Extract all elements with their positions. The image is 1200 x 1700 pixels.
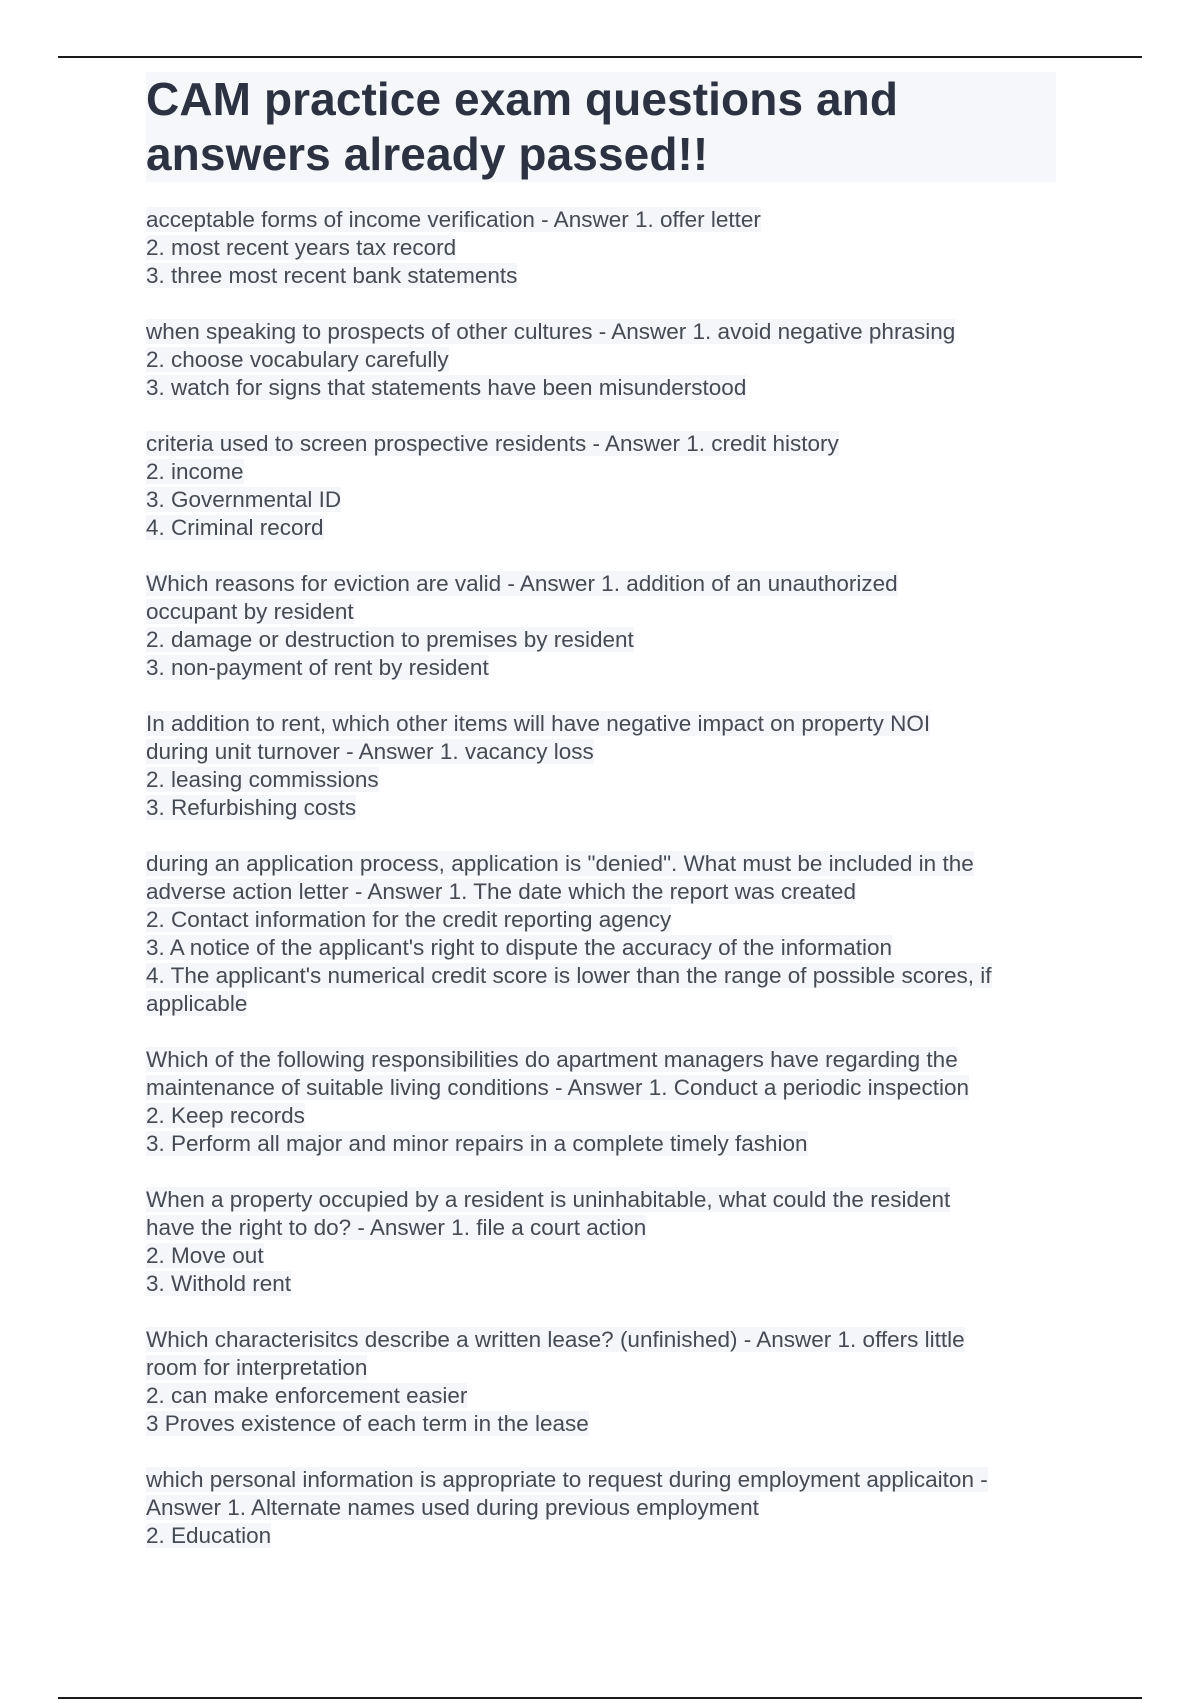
qa-line: [146, 906, 1056, 934]
qa-line: [146, 1522, 1056, 1550]
qa-line: [146, 1130, 1056, 1158]
qa-line-text: which personal information is appropriate to request during employment applicaiton -: [146, 1467, 988, 1492]
qa-line: [146, 1466, 1056, 1494]
qa-line-text: 2. income: [146, 459, 244, 484]
qa-line: [146, 262, 1056, 290]
qa-line: [146, 346, 1056, 374]
qa-line: [146, 570, 1056, 598]
qa-line: [146, 654, 1056, 682]
qa-line-text: 2. Contact information for the credit reporting agency: [146, 907, 672, 932]
qa-line: [146, 234, 1056, 262]
qa-line: [146, 710, 1056, 738]
bottom-rule: [58, 1697, 1142, 1699]
qa-line-text: 2. Keep records: [146, 1103, 305, 1128]
qa-line-text: Which characterisitcs describe a written lease? (unfinished) - Answer 1. offers little: [146, 1327, 965, 1352]
qa-line-text: 2. Education: [146, 1523, 272, 1548]
qa-line: [146, 514, 1056, 542]
qa-line: [146, 766, 1056, 794]
qa-line-text: 4. Criminal record: [146, 515, 324, 540]
qa-line-text: 3. three most recent bank statements: [146, 263, 518, 288]
qa-line-text: 3. Perform all major and minor repairs in a complete timely fashion: [146, 1131, 808, 1156]
qa-line-text: maintenance of suitable living conditions - Answer 1. Conduct a periodic inspection: [146, 1075, 969, 1100]
qa-line-text: 3. non-payment of rent by resident: [146, 655, 489, 680]
qa-line-text: applicable: [146, 991, 248, 1016]
qa-line-text: Which of the following responsibilities do apartment managers have regarding the: [146, 1047, 958, 1072]
qa-line: [146, 486, 1056, 514]
qa-item: [146, 1046, 1056, 1158]
title-line-2: answers already passed!!: [146, 128, 709, 180]
document-body: [146, 72, 1056, 1578]
qa-line: [146, 1186, 1056, 1214]
qa-line-text: adverse action letter - Answer 1. The date which the report was created: [146, 879, 856, 904]
qa-line: [146, 962, 1056, 990]
qa-line-text: 2. choose vocabulary carefully: [146, 347, 449, 372]
qa-line: [146, 990, 1056, 1018]
qa-line: [146, 1102, 1056, 1130]
qa-line: [146, 934, 1056, 962]
document-title: [146, 72, 1056, 182]
qa-line-text: 3. Withold rent: [146, 1271, 292, 1296]
qa-line-text: Which reasons for eviction are valid - Answer 1. addition of an unauthorized: [146, 571, 898, 596]
qa-line-text: 3 Proves existence of each term in the lease: [146, 1411, 589, 1436]
qa-line-text: occupant by resident: [146, 599, 354, 624]
qa-line: [146, 430, 1056, 458]
qa-line-text: 3. A notice of the applicant's right to dispute the accuracy of the information: [146, 935, 892, 960]
qa-line-text: have the right to do? - Answer 1. file a court action: [146, 1215, 647, 1240]
qa-line-text: acceptable forms of income verification - Answer 1. offer letter: [146, 207, 761, 232]
qa-line: [146, 1046, 1056, 1074]
qa-line: [146, 1382, 1056, 1410]
qa-line: [146, 598, 1056, 626]
qa-line-text: 4. The applicant's numerical credit score is lower than the range of possible scores, if: [146, 963, 992, 988]
qa-item: [146, 570, 1056, 682]
qa-line: [146, 1410, 1056, 1438]
qa-line: [146, 318, 1056, 346]
qa-item: [146, 850, 1056, 1018]
qa-line-text: When a property occupied by a resident is uninhabitable, what could the resident: [146, 1187, 951, 1212]
qa-line: [146, 1270, 1056, 1298]
title-line-1: CAM practice exam questions and: [146, 73, 899, 125]
qa-item: [146, 1326, 1056, 1438]
qa-line-text: 3. Refurbishing costs: [146, 795, 357, 820]
qa-line-text: criteria used to screen prospective residents - Answer 1. credit history: [146, 431, 839, 456]
qa-item: [146, 1186, 1056, 1298]
qa-line: [146, 1074, 1056, 1102]
qa-item: [146, 710, 1056, 822]
qa-line: [146, 458, 1056, 486]
qa-line: [146, 850, 1056, 878]
qa-line: [146, 738, 1056, 766]
qa-line-text: 2. leasing commissions: [146, 767, 379, 792]
qa-line: [146, 878, 1056, 906]
qa-line: [146, 1494, 1056, 1522]
qa-item: [146, 318, 1056, 402]
qa-line: [146, 1242, 1056, 1270]
qa-line-text: Answer 1. Alternate names used during previous employment: [146, 1495, 759, 1520]
qa-item: [146, 430, 1056, 542]
qa-line: [146, 1326, 1056, 1354]
qa-line-text: 3. Governmental ID: [146, 487, 342, 512]
qa-line-text: 2. most recent years tax record: [146, 235, 457, 260]
qa-line-text: room for interpretation: [146, 1355, 368, 1380]
qa-line-text: when speaking to prospects of other cultures - Answer 1. avoid negative phrasing: [146, 319, 956, 344]
qa-line-text: In addition to rent, which other items will have negative impact on property NOI: [146, 711, 931, 736]
qa-line: [146, 1214, 1056, 1242]
qa-line-text: during unit turnover - Answer 1. vacancy loss: [146, 739, 594, 764]
qa-list: [146, 206, 1056, 1550]
qa-line-text: 2. Move out: [146, 1243, 264, 1268]
qa-line: [146, 794, 1056, 822]
qa-line: [146, 1354, 1056, 1382]
qa-line: [146, 206, 1056, 234]
qa-item: [146, 206, 1056, 290]
qa-line-text: 3. watch for signs that statements have been misunderstood: [146, 375, 747, 400]
qa-line-text: 2. damage or destruction to premises by resident: [146, 627, 634, 652]
top-rule: [58, 56, 1142, 58]
qa-line-text: during an application process, application is "denied". What must be included in the: [146, 851, 974, 876]
qa-line: [146, 626, 1056, 654]
qa-item: [146, 1466, 1056, 1550]
qa-line: [146, 374, 1056, 402]
qa-line-text: 2. can make enforcement easier: [146, 1383, 468, 1408]
